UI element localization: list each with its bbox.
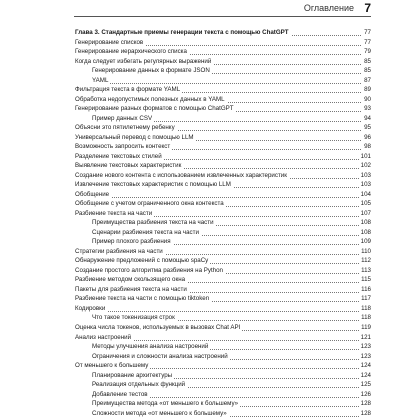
toc-entry-page: 87: [364, 76, 371, 84]
toc-entry-title: Универсальный перевод с помощью LLM: [75, 133, 194, 141]
page-number: 7: [364, 1, 371, 15]
toc-entry-title: Создание простого алгоритма разбиения на Python: [75, 266, 224, 274]
toc-entry-page: 104: [360, 190, 371, 198]
toc-entry-title: Разбиение текста на части с помощью tiktoken: [75, 295, 210, 303]
toc-entry-page: 118: [361, 304, 371, 312]
toc-entry-title: Сложности метода «от меньшего к большему»: [92, 409, 227, 417]
toc-entry-title: Извлечение текстовых характеристик с помощью LLM: [75, 181, 231, 189]
toc-entry[interactable]: [75, 123, 371, 133]
running-header-title: Оглавление: [303, 3, 354, 13]
toc-entry-title: Пакеты для разбиения текста на части: [75, 285, 187, 293]
toc-entry[interactable]: [75, 85, 371, 95]
toc-entry[interactable]: [75, 114, 371, 124]
toc-entry[interactable]: [75, 323, 371, 333]
toc-entry[interactable]: [75, 66, 371, 76]
toc-entry-title: Ограничения и сложности анализа настроений: [92, 352, 228, 360]
toc-entry-title: Обобщение с учетом ограниченного окна контекста: [75, 200, 224, 208]
toc-entry-title: Анализ настроений: [75, 333, 132, 341]
toc-entry-page: 105: [360, 200, 371, 208]
toc-entry-page: 108: [360, 228, 371, 236]
toc-entry-page: 124: [360, 362, 371, 370]
toc-entry[interactable]: [75, 294, 371, 304]
toc-entry[interactable]: [75, 47, 371, 57]
toc-entry-page: 103: [360, 181, 371, 189]
toc-entry-page: 117: [361, 295, 371, 303]
toc-entry-title: Фильтрация текста в формате YAML: [75, 86, 181, 94]
toc-entry[interactable]: [75, 190, 371, 200]
toc-entry-page: 112: [361, 257, 371, 265]
toc-entry[interactable]: [75, 209, 371, 219]
toc-entry-page: 125: [360, 381, 371, 389]
toc-entry-title: Генерирование разных форматов с помощью ChatGPT: [75, 105, 234, 113]
toc-entry[interactable]: [75, 237, 371, 247]
toc-entry-title: Объясни это пятилетнему ребенку: [75, 124, 175, 132]
toc-entry-page: 121: [360, 333, 371, 341]
toc-entry[interactable]: [75, 285, 371, 295]
toc-entry-title: Что такое токенизация строк: [92, 314, 175, 322]
toc-entry-page: 77: [364, 38, 371, 46]
toc-entry-page: 123: [360, 343, 371, 351]
toc-entry[interactable]: [75, 342, 371, 352]
toc-entry-page: 108: [360, 219, 371, 227]
toc-entry-page: 124: [360, 371, 371, 379]
toc-entry-title: Когда следует избегать регулярных выражений: [75, 57, 212, 65]
toc-entry[interactable]: [75, 256, 371, 266]
toc-entry-page: 85: [364, 67, 371, 75]
toc-entry-title: Обнаружение предложений с помощью spaCy: [75, 257, 209, 265]
page-header: [0, 0, 420, 18]
toc-entry[interactable]: [75, 390, 371, 400]
toc-entry[interactable]: [75, 76, 371, 86]
toc-entry-page: 115: [361, 276, 371, 284]
toc-entry-page: 109: [360, 238, 371, 246]
toc-entry[interactable]: [75, 142, 371, 152]
toc-entry-page: 103: [360, 171, 371, 179]
toc-entry-title: Оценка числа токенов, используемых в вызовах Chat API: [75, 323, 241, 331]
toc-entry[interactable]: [75, 28, 371, 38]
toc-entry[interactable]: [75, 304, 371, 314]
toc-entry[interactable]: [75, 104, 371, 114]
toc-entry-page: 95: [364, 124, 371, 132]
toc-entry-title: Пример данных CSV: [92, 114, 153, 122]
toc-entry-title: Глава 3. Стандартные приемы генерации текста с помощью ChatGPT: [75, 29, 289, 36]
toc-entry-page: 123: [360, 352, 371, 360]
toc-entry-page: 94: [364, 114, 371, 122]
toc-entry[interactable]: [75, 352, 371, 362]
toc-entry[interactable]: [75, 38, 371, 48]
toc-entry-page: 101: [360, 152, 371, 160]
toc-entry-page: 128: [360, 409, 371, 417]
toc-entry-title: Преимущества разбиения текста на части: [92, 219, 214, 227]
toc-entry[interactable]: [75, 228, 371, 238]
toc-entry[interactable]: [75, 275, 371, 285]
toc-entry[interactable]: [75, 333, 371, 343]
toc-entry-title: Обработка недопустимых полезных данных в YAML: [75, 95, 225, 103]
toc-entry-title: Генерирование иерархического списка: [75, 48, 187, 56]
toc-entry-title: Генерирование списков: [75, 38, 144, 46]
toc-entry-page: 90: [364, 95, 371, 103]
toc-entry-title: Возможность запросить контекст: [75, 143, 171, 151]
toc-entry-title: Генерирование данных в формате JSON: [92, 67, 210, 75]
toc-entry[interactable]: [75, 152, 371, 162]
toc-entry-page: 77: [364, 29, 371, 36]
toc-entry-page: 96: [364, 133, 371, 141]
toc-entry-title: YAML: [92, 76, 109, 84]
toc-entry-title: От меньшего к большему: [75, 362, 149, 370]
toc-entry-page: 79: [364, 48, 371, 56]
toc-entry[interactable]: [75, 218, 371, 228]
header-rule: [74, 16, 371, 17]
toc-entry-title: Пример плохого разбиения: [92, 238, 171, 246]
toc-entry[interactable]: [75, 171, 371, 181]
toc-entry-title: Сценарии разбиения текста на части: [92, 228, 199, 236]
toc-entry-page: 116: [361, 285, 371, 293]
toc-entry[interactable]: [75, 199, 371, 209]
toc-entry-page: 98: [364, 143, 371, 151]
toc-entry-page: 110: [361, 247, 371, 255]
toc-entry-title: Преимущества метода «от меньшего к большему»: [92, 400, 239, 408]
toc-entry[interactable]: [75, 266, 371, 276]
toc-entry-title: Методы улучшения анализа настроений: [92, 343, 209, 351]
toc-entry-page: 107: [360, 209, 371, 217]
toc-entry[interactable]: [75, 95, 371, 105]
toc-entry[interactable]: [75, 313, 371, 323]
toc-entry-title: Реализация отдельных функций: [92, 381, 186, 389]
toc-entry[interactable]: [75, 361, 371, 371]
toc-entry[interactable]: [75, 371, 371, 381]
toc-entry[interactable]: [75, 247, 371, 257]
toc-entry[interactable]: [75, 409, 371, 419]
toc-entry[interactable]: [75, 57, 371, 67]
toc-entry[interactable]: [75, 399, 371, 409]
toc-entry-title: Создание нового контента с использованием извлеченных характеристик: [75, 171, 287, 179]
toc-entry-title: Стратегии разбиения на части: [75, 247, 163, 255]
toc-entry-title: Разделение текстовых стилей: [75, 152, 162, 160]
toc-entry-title: Выявление текстовых характеристик: [75, 162, 182, 170]
toc-entry-title: Добавление тестов: [92, 390, 148, 398]
toc-entry-page: 93: [364, 105, 371, 113]
toc-entry-title: Планирование архитектуры: [92, 371, 173, 379]
toc-entry-page: 89: [364, 86, 371, 94]
toc-entry-title: Кодировки: [75, 304, 106, 312]
toc-entry-page: 102: [360, 162, 371, 170]
toc-entry-title: Разбиение методом скользящего окна: [75, 276, 186, 284]
toc-entry-page: 118: [361, 314, 371, 322]
toc-entry-title: Обобщение: [75, 190, 110, 198]
toc-entry-page: 113: [361, 266, 371, 274]
toc-entry-page: 85: [364, 57, 371, 65]
toc-entry[interactable]: [75, 180, 371, 190]
toc-entry-page: 128: [360, 400, 371, 408]
toc-entry[interactable]: [75, 133, 371, 143]
toc-entry-title: Разбиение текста на части: [75, 209, 153, 217]
toc-entry[interactable]: [75, 161, 371, 171]
toc-entry-page: 119: [361, 323, 371, 331]
table-of-contents: [75, 28, 371, 418]
toc-entry[interactable]: [75, 380, 371, 390]
toc-entry-page: 126: [360, 390, 371, 398]
